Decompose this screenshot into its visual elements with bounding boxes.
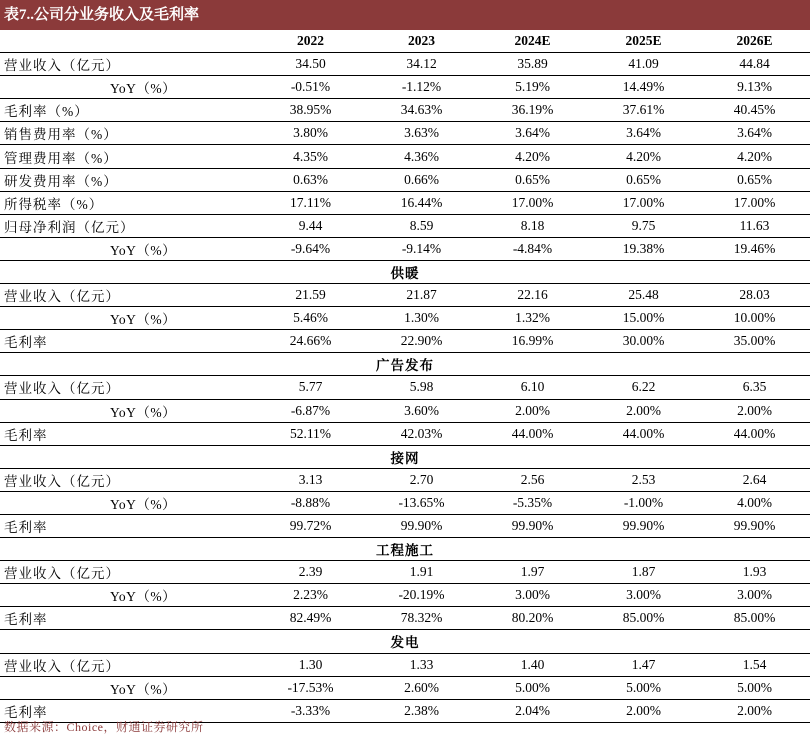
value-cell: 21.59 xyxy=(255,284,366,307)
section-header-row xyxy=(0,260,810,283)
table-row xyxy=(0,168,810,191)
section-title: 供暖 xyxy=(0,260,810,283)
value-cell: 1.87 xyxy=(588,561,699,584)
value-cell: 34.63% xyxy=(366,99,477,122)
value-cell: 16.44% xyxy=(366,191,477,214)
table-row xyxy=(0,284,810,307)
value-cell: -9.64% xyxy=(255,237,366,260)
year-header: 2026E xyxy=(699,30,810,53)
value-cell: 1.91 xyxy=(366,561,477,584)
value-cell: 1.30% xyxy=(366,307,477,330)
row-label: 营业收入（亿元） xyxy=(0,284,255,307)
row-label: 营业收入（亿元） xyxy=(0,468,255,491)
table-row xyxy=(0,330,810,353)
row-label: 营业收入（亿元） xyxy=(0,376,255,399)
value-cell: 2.64 xyxy=(699,468,810,491)
row-label: 所得税率（%） xyxy=(0,191,255,214)
value-cell: 44.84 xyxy=(699,53,810,76)
value-cell: 1.47 xyxy=(588,653,699,676)
section-header-row xyxy=(0,538,810,561)
value-cell: 9.44 xyxy=(255,214,366,237)
header-label-cell xyxy=(0,30,255,53)
value-cell: 8.59 xyxy=(366,214,477,237)
value-cell: 1.30 xyxy=(255,653,366,676)
year-header: 2022 xyxy=(255,30,366,53)
value-cell: 3.64% xyxy=(588,122,699,145)
value-cell: 52.11% xyxy=(255,422,366,445)
value-cell: 44.00% xyxy=(699,422,810,445)
value-cell: 3.00% xyxy=(699,584,810,607)
value-cell: 24.66% xyxy=(255,330,366,353)
value-cell: 21.87 xyxy=(366,284,477,307)
value-cell: 35.00% xyxy=(699,330,810,353)
row-label: 毛利率（%） xyxy=(0,99,255,122)
value-cell: 5.98 xyxy=(366,376,477,399)
value-cell: 17.00% xyxy=(588,191,699,214)
value-cell: -1.12% xyxy=(366,76,477,99)
value-cell: -6.87% xyxy=(255,399,366,422)
value-cell: 2.00% xyxy=(588,699,699,722)
value-cell: 25.48 xyxy=(588,284,699,307)
value-cell: 3.00% xyxy=(477,584,588,607)
table-row xyxy=(0,214,810,237)
section-title: 发电 xyxy=(0,630,810,653)
value-cell: 3.00% xyxy=(588,584,699,607)
value-cell: 99.90% xyxy=(477,514,588,537)
value-cell: 30.00% xyxy=(588,330,699,353)
value-cell: 1.40 xyxy=(477,653,588,676)
value-cell: 2.60% xyxy=(366,676,477,699)
value-cell: 19.38% xyxy=(588,237,699,260)
section-header-row xyxy=(0,445,810,468)
value-cell: 4.00% xyxy=(699,491,810,514)
value-cell: -9.14% xyxy=(366,237,477,260)
value-cell: 28.03 xyxy=(699,284,810,307)
value-cell: 1.32% xyxy=(477,307,588,330)
row-label: YoY（%） xyxy=(0,76,255,99)
value-cell: 14.49% xyxy=(588,76,699,99)
row-label: 营业收入（亿元） xyxy=(0,561,255,584)
value-cell: 17.00% xyxy=(477,191,588,214)
value-cell: 5.00% xyxy=(588,676,699,699)
value-cell: 22.16 xyxy=(477,284,588,307)
value-cell: 2.23% xyxy=(255,584,366,607)
value-cell: 85.00% xyxy=(699,607,810,630)
value-cell: -1.00% xyxy=(588,491,699,514)
table-row xyxy=(0,53,810,76)
year-header: 2023 xyxy=(366,30,477,53)
table-title: 表7..公司分业务收入及毛利率 xyxy=(0,0,810,30)
value-cell: 85.00% xyxy=(588,607,699,630)
value-cell: 2.00% xyxy=(477,399,588,422)
value-cell: -4.84% xyxy=(477,237,588,260)
value-cell: 22.90% xyxy=(366,330,477,353)
value-cell: 5.19% xyxy=(477,76,588,99)
table-row xyxy=(0,607,810,630)
row-label: YoY（%） xyxy=(0,399,255,422)
table-row xyxy=(0,145,810,168)
value-cell: -8.88% xyxy=(255,491,366,514)
value-cell: 35.89 xyxy=(477,53,588,76)
value-cell: -17.53% xyxy=(255,676,366,699)
value-cell: 0.65% xyxy=(699,168,810,191)
value-cell: 6.22 xyxy=(588,376,699,399)
value-cell: 99.90% xyxy=(366,514,477,537)
section-title: 广告发布 xyxy=(0,353,810,376)
value-cell: 19.46% xyxy=(699,237,810,260)
value-cell: 2.70 xyxy=(366,468,477,491)
table-row xyxy=(0,122,810,145)
value-cell: 3.64% xyxy=(477,122,588,145)
row-label: 管理费用率（%） xyxy=(0,145,255,168)
value-cell: 78.32% xyxy=(366,607,477,630)
value-cell: 8.18 xyxy=(477,214,588,237)
value-cell: 3.64% xyxy=(699,122,810,145)
value-cell: 3.80% xyxy=(255,122,366,145)
value-cell: 4.36% xyxy=(366,145,477,168)
row-label: 营业收入（亿元） xyxy=(0,653,255,676)
table-row xyxy=(0,676,810,699)
row-label: 研发费用率（%） xyxy=(0,168,255,191)
value-cell: -3.33% xyxy=(255,699,366,722)
value-cell: 41.09 xyxy=(588,53,699,76)
table-row xyxy=(0,399,810,422)
value-cell: 4.20% xyxy=(477,145,588,168)
value-cell: 6.35 xyxy=(699,376,810,399)
value-cell: 17.11% xyxy=(255,191,366,214)
row-label: 毛利率 xyxy=(0,422,255,445)
value-cell: 2.53 xyxy=(588,468,699,491)
table-row xyxy=(0,468,810,491)
value-cell: 2.38% xyxy=(366,699,477,722)
row-label: 毛利率 xyxy=(0,330,255,353)
value-cell: 2.56 xyxy=(477,468,588,491)
value-cell: 36.19% xyxy=(477,99,588,122)
value-cell: -13.65% xyxy=(366,491,477,514)
row-label: 毛利率 xyxy=(0,699,255,722)
table-row xyxy=(0,514,810,537)
value-cell: 5.00% xyxy=(477,676,588,699)
value-cell: -5.35% xyxy=(477,491,588,514)
value-cell: 5.77 xyxy=(255,376,366,399)
value-cell: 99.72% xyxy=(255,514,366,537)
row-label: YoY（%） xyxy=(0,307,255,330)
value-cell: 4.35% xyxy=(255,145,366,168)
value-cell: 38.95% xyxy=(255,99,366,122)
year-header: 2024E xyxy=(477,30,588,53)
value-cell: 44.00% xyxy=(588,422,699,445)
value-cell: 1.97 xyxy=(477,561,588,584)
value-cell: 2.00% xyxy=(699,699,810,722)
row-label: 销售费用率（%） xyxy=(0,122,255,145)
value-cell: 2.39 xyxy=(255,561,366,584)
row-label: 归母净利润（亿元） xyxy=(0,214,255,237)
table-row xyxy=(0,307,810,330)
value-cell: 16.99% xyxy=(477,330,588,353)
value-cell: 1.54 xyxy=(699,653,810,676)
row-label: 营业收入（亿元） xyxy=(0,53,255,76)
value-cell: 10.00% xyxy=(699,307,810,330)
value-cell: 2.00% xyxy=(699,399,810,422)
value-cell: 37.61% xyxy=(588,99,699,122)
value-cell: 3.63% xyxy=(366,122,477,145)
value-cell: 5.46% xyxy=(255,307,366,330)
table-row xyxy=(0,237,810,260)
value-cell: 1.33 xyxy=(366,653,477,676)
value-cell: -0.51% xyxy=(255,76,366,99)
value-cell: 4.20% xyxy=(588,145,699,168)
table-row xyxy=(0,584,810,607)
value-cell: -20.19% xyxy=(366,584,477,607)
value-cell: 11.63 xyxy=(699,214,810,237)
value-cell: 80.20% xyxy=(477,607,588,630)
row-label: 毛利率 xyxy=(0,514,255,537)
value-cell: 82.49% xyxy=(255,607,366,630)
table-row xyxy=(0,491,810,514)
table-row xyxy=(0,191,810,214)
value-cell: 15.00% xyxy=(588,307,699,330)
row-label: 毛利率 xyxy=(0,607,255,630)
section-title: 接网 xyxy=(0,445,810,468)
table-row xyxy=(0,653,810,676)
source-note: 数据来源：Choice，财通证券研究所 xyxy=(4,720,204,734)
table-row xyxy=(0,76,810,99)
year-header: 2025E xyxy=(588,30,699,53)
value-cell: 6.10 xyxy=(477,376,588,399)
value-cell: 3.60% xyxy=(366,399,477,422)
table-row xyxy=(0,422,810,445)
row-label: YoY（%） xyxy=(0,584,255,607)
value-cell: 0.65% xyxy=(477,168,588,191)
value-cell: 0.66% xyxy=(366,168,477,191)
value-cell: 34.50 xyxy=(255,53,366,76)
section-header-row xyxy=(0,630,810,653)
financial-table xyxy=(0,30,810,723)
value-cell: 0.63% xyxy=(255,168,366,191)
value-cell: 2.04% xyxy=(477,699,588,722)
value-cell: 40.45% xyxy=(699,99,810,122)
value-cell: 3.13 xyxy=(255,468,366,491)
value-cell: 1.93 xyxy=(699,561,810,584)
value-cell: 44.00% xyxy=(477,422,588,445)
header-row xyxy=(0,30,810,53)
row-label: YoY（%） xyxy=(0,676,255,699)
row-label: YoY（%） xyxy=(0,237,255,260)
value-cell: 2.00% xyxy=(588,399,699,422)
section-title: 工程施工 xyxy=(0,538,810,561)
value-cell: 42.03% xyxy=(366,422,477,445)
value-cell: 34.12 xyxy=(366,53,477,76)
value-cell: 99.90% xyxy=(699,514,810,537)
row-label: YoY（%） xyxy=(0,491,255,514)
value-cell: 9.75 xyxy=(588,214,699,237)
value-cell: 5.00% xyxy=(699,676,810,699)
value-cell: 99.90% xyxy=(588,514,699,537)
table-row xyxy=(0,99,810,122)
value-cell: 4.20% xyxy=(699,145,810,168)
value-cell: 9.13% xyxy=(699,76,810,99)
value-cell: 0.65% xyxy=(588,168,699,191)
table-row xyxy=(0,376,810,399)
value-cell: 17.00% xyxy=(699,191,810,214)
table-row xyxy=(0,561,810,584)
section-header-row xyxy=(0,353,810,376)
